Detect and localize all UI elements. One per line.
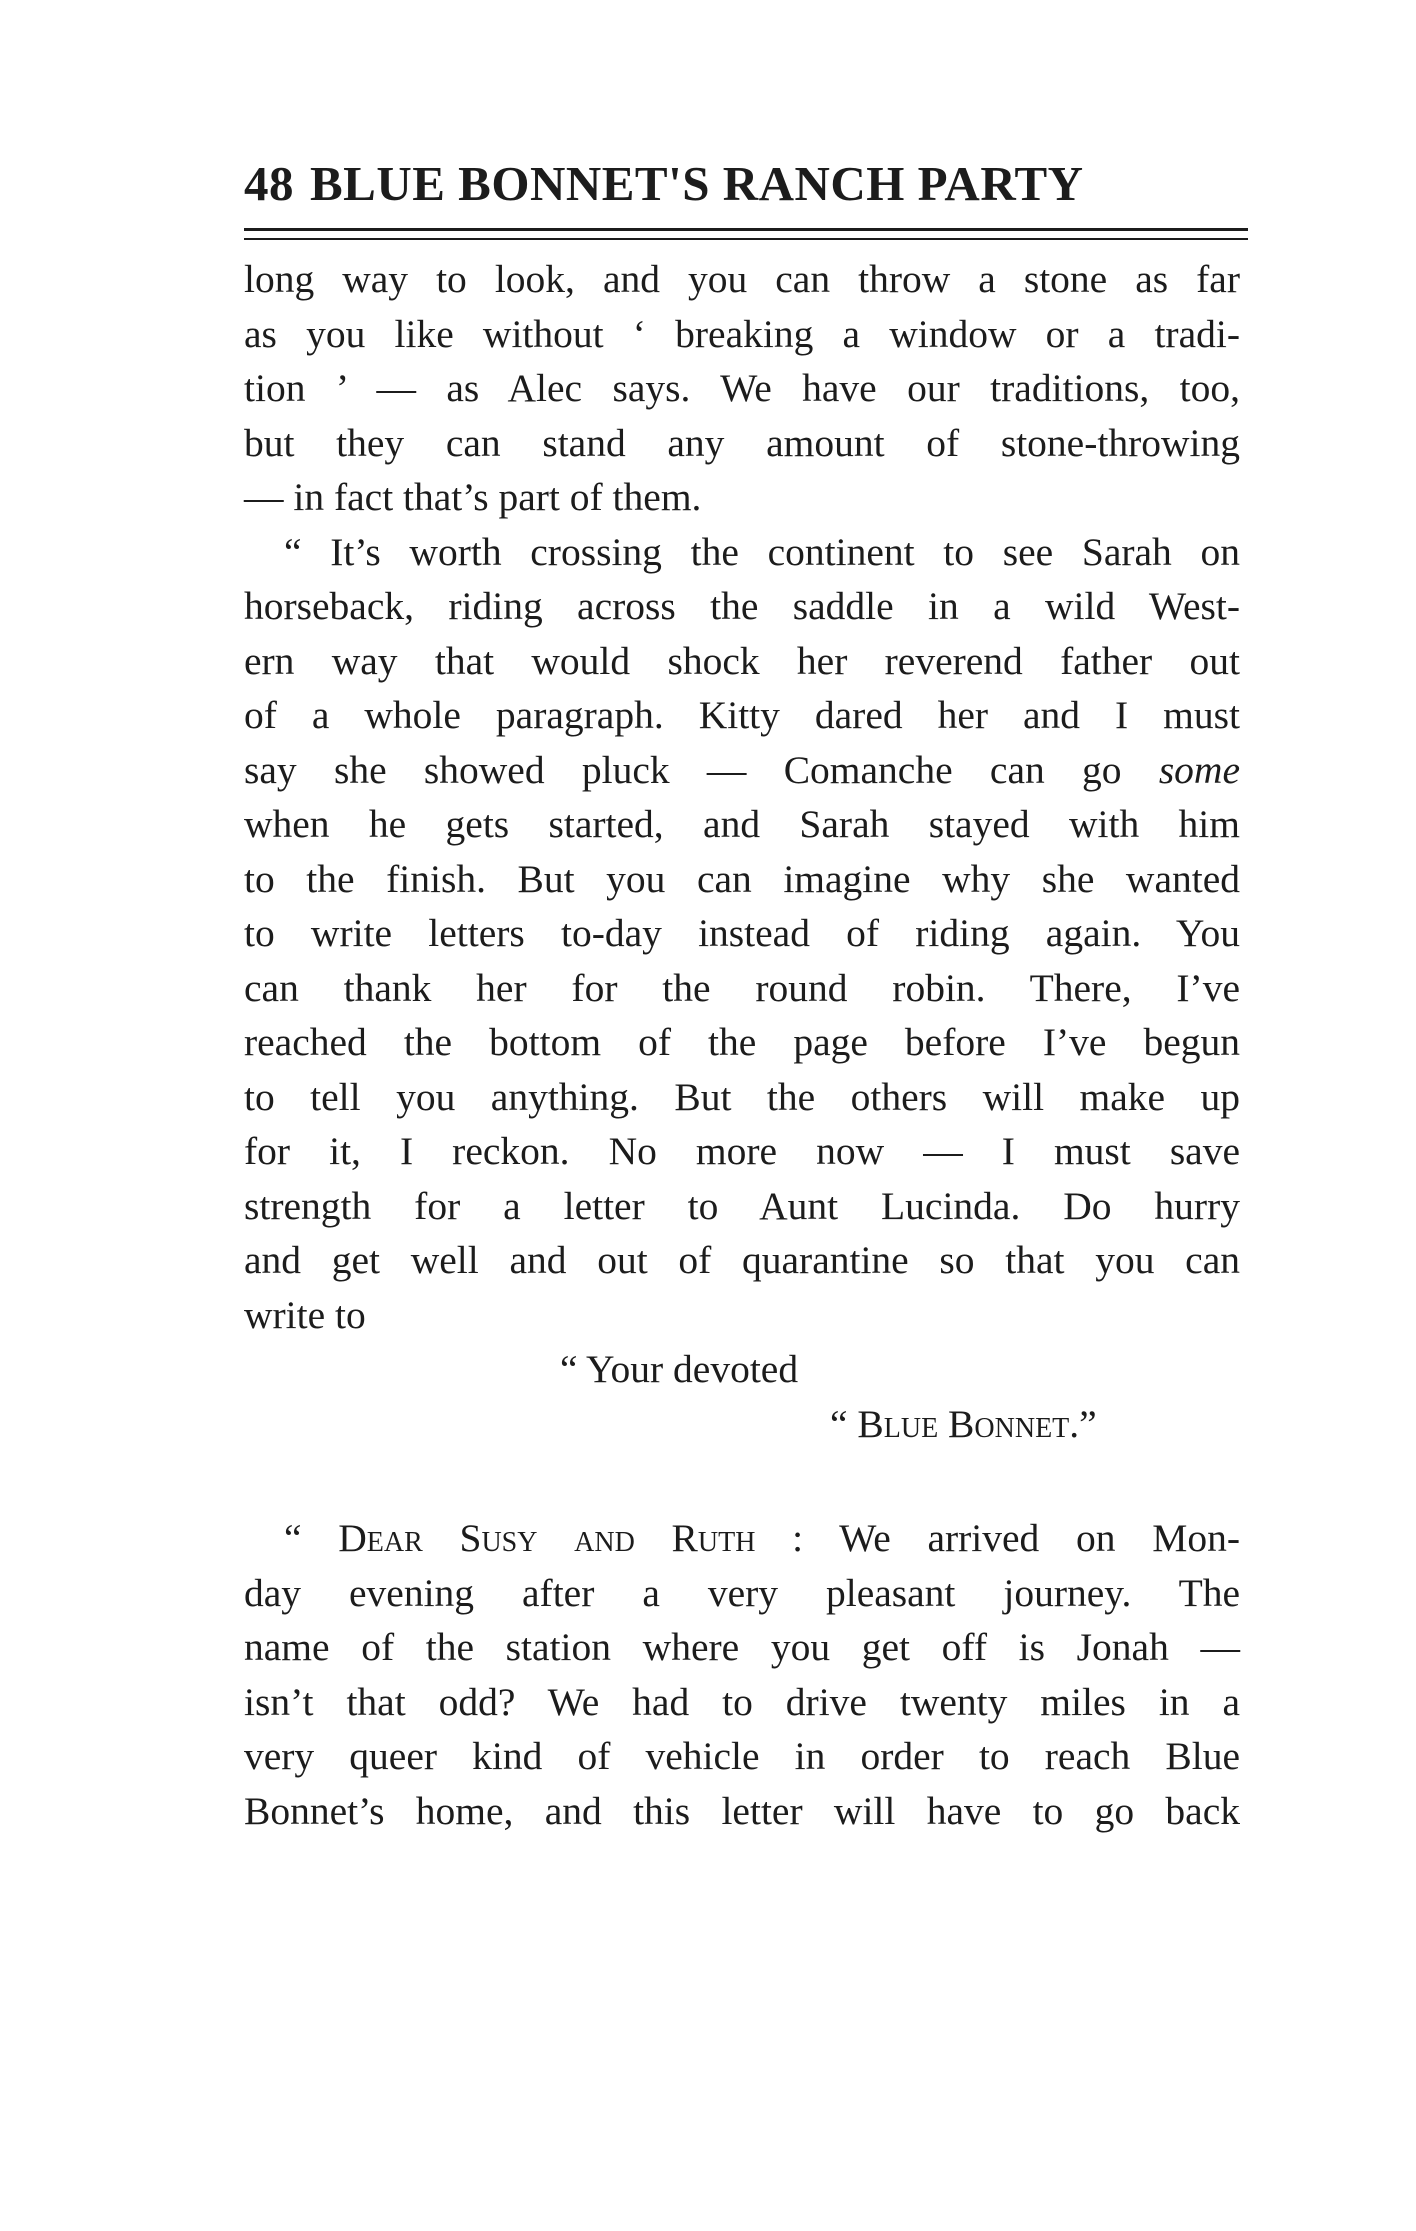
header-rule (244, 228, 1248, 240)
signature-closing: “ Your devoted (560, 1347, 799, 1391)
text-line: horseback, riding across the saddle in a wild West- (244, 584, 1240, 628)
body-text (244, 252, 1240, 1838)
text-line: to write letters to-day instead of riding again. You (244, 911, 1240, 955)
text-line: isn’t that odd? We had to drive twenty miles in a (244, 1679, 1240, 1724)
text-segment: We arrived on Mon- (803, 1516, 1240, 1560)
text-line: — in fact that’s part of them. (244, 475, 702, 519)
text-line: as you like without ‘ breaking a window or a tradi- (244, 311, 1240, 356)
text-line: but they can stand any amount of stone-throwing (244, 420, 1240, 465)
text-line: ern way that would shock her reverend father out (244, 638, 1240, 683)
book-page (244, 150, 1240, 1838)
text-line: write to (244, 1292, 366, 1337)
text-line: strength for a letter to Aunt Lucinda. Do hurry (244, 1183, 1240, 1228)
text-line: to tell you anything. But the others will make up (244, 1074, 1240, 1119)
text-segment: say she showed pluck — Comanche can go (244, 747, 1159, 792)
text-line: very queer kind of vehicle in order to reach Blue (244, 1734, 1240, 1778)
text-line: reached the bottom of the page before I’ve begun (244, 1020, 1240, 1064)
text-line (244, 743, 1240, 798)
text-line: and get well and out of quarantine so that you can (244, 1238, 1240, 1282)
signature-name: “ Blue Bonnet.” (830, 1401, 1097, 1446)
text-line: “ It’s worth crossing the continent to see Sarah on (284, 529, 1240, 574)
text-line: for it, I reckon. No more now — I must save (244, 1129, 1240, 1173)
text-line: of a whole paragraph. Kitty dared her and I must (244, 693, 1240, 737)
text-line: day evening after a very pleasant journey. The (244, 1570, 1240, 1615)
letter-salutation: “ Dear Susy and Ruth : (284, 1516, 804, 1560)
text-line: to the finish. But you can imagine why she wanted (244, 856, 1240, 901)
text-line (244, 1511, 1240, 1566)
text-line: when he gets started, and Sarah stayed with him (244, 802, 1240, 846)
text-line: Bonnet’s home, and this letter will have to go back (244, 1788, 1240, 1833)
running-head (244, 150, 1240, 211)
text-line: tion ’ — as Alec says. We have our traditions, too, (244, 366, 1240, 410)
emphasis-text: some (1158, 747, 1240, 792)
running-title: BLUE BONNET'S RANCH PARTY (310, 156, 1084, 211)
text-line: long way to look, and you can throw a stone as far (244, 257, 1240, 301)
section-gap (244, 1451, 1240, 1511)
text-line: name of the station where you get off is Jonah — (244, 1625, 1240, 1669)
text-line: can thank her for the round robin. There, I’ve (244, 965, 1240, 1010)
page-number: 48 (244, 156, 294, 211)
